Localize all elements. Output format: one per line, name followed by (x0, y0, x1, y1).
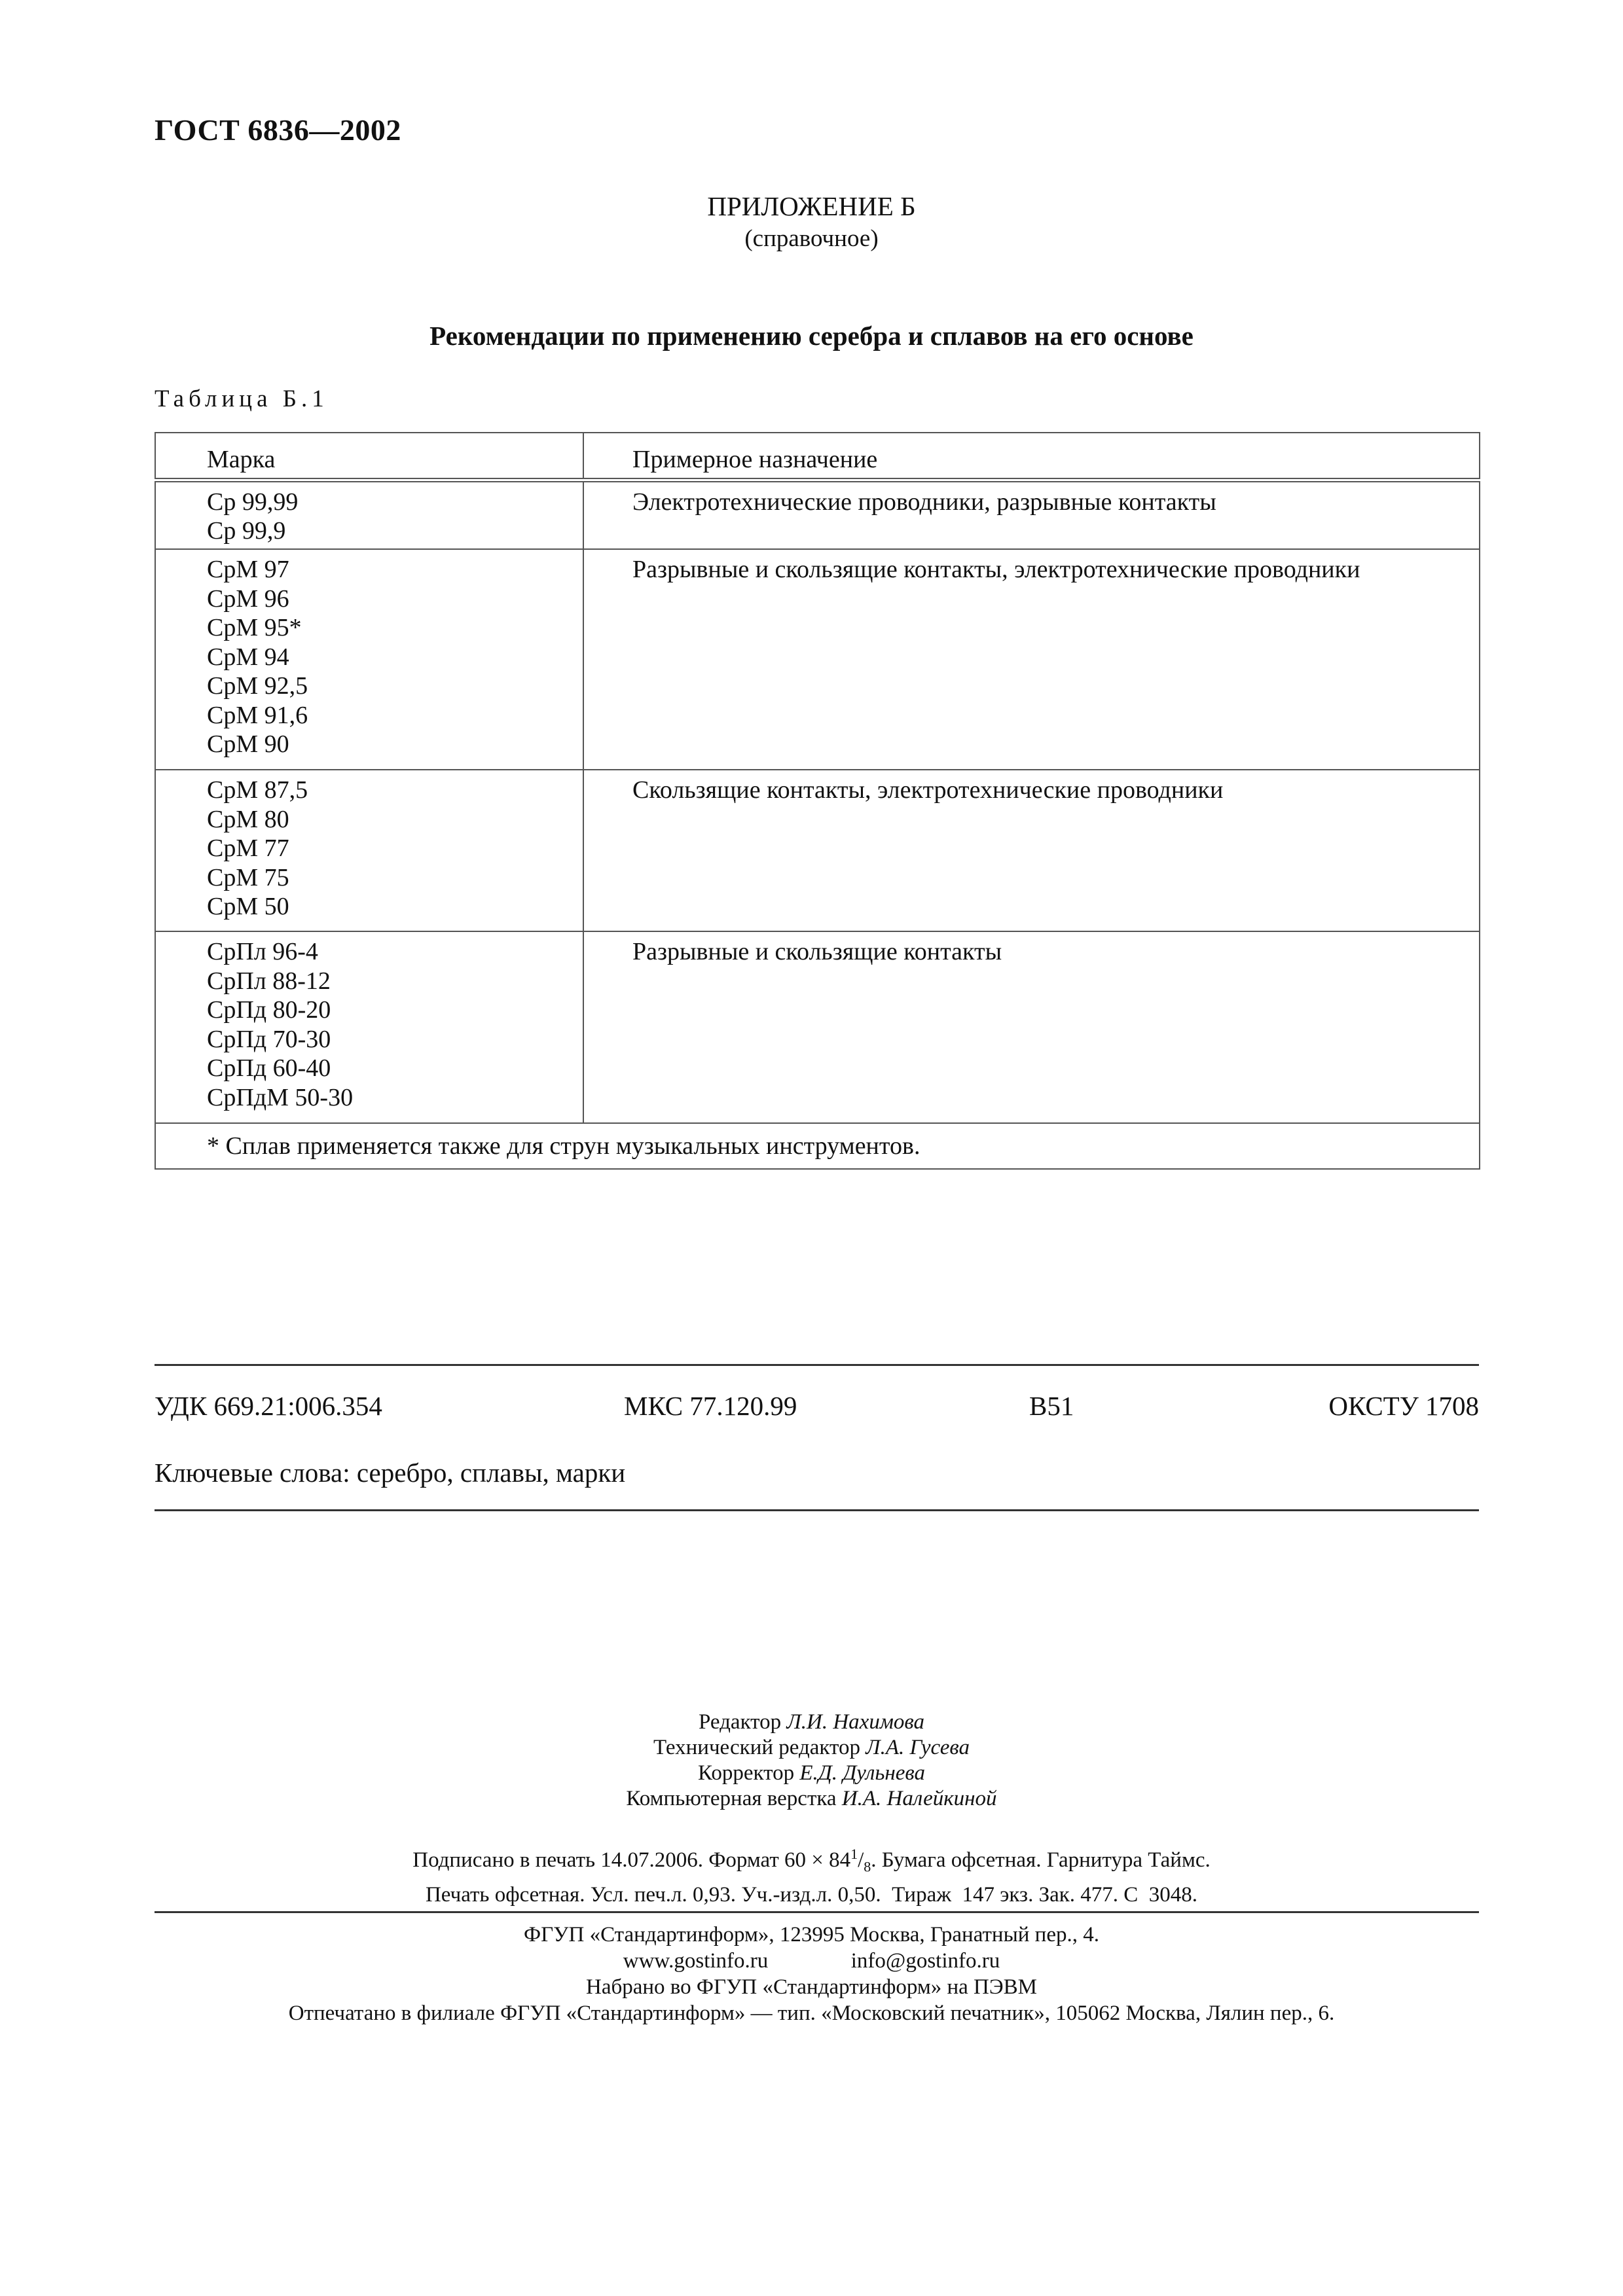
mark: СрПд 80-20 (207, 996, 331, 1024)
credit-line (0, 1786, 1623, 1812)
mark: Ср 99,99 (207, 488, 299, 516)
credit-role: Редактор (699, 1710, 782, 1734)
mark: СрМ 87,5 (207, 776, 308, 804)
document-id: ГОСТ 6836—2002 (155, 113, 401, 147)
mark: Ср 99,9 (207, 517, 286, 545)
mark: СрМ 94 (207, 643, 289, 671)
mark: СрМ 75 (207, 863, 289, 891)
mark: СрМ 77 (207, 834, 289, 862)
mark: СрМ 80 (207, 805, 289, 833)
credit-line (0, 1761, 1623, 1786)
mark: СрПд 70-30 (207, 1025, 331, 1053)
column-header-mark: Марка (155, 433, 583, 480)
mark: СрМ 92,5 (207, 672, 308, 700)
format-subscript: 8 (864, 1858, 871, 1875)
credit-line (0, 1735, 1623, 1761)
mark: СрМ 50 (207, 893, 289, 920)
print-info-text: . Бумага офсетная. Гарнитура Таймс. (871, 1848, 1211, 1872)
purpose-cell: Скользящие контакты, электротехнические проводники (583, 770, 1480, 931)
table-footnote-row (155, 1123, 1480, 1169)
publisher-address: ФГУП «Стандартинформ», 123995 Москва, Гранатный пер., 4. (524, 1923, 1099, 1946)
column-header-purpose: Примерное назначение (583, 433, 1480, 480)
divider (155, 1509, 1479, 1511)
mark-cell (155, 549, 583, 770)
mark: СрМ 97 (207, 556, 289, 583)
table-footnote: * Сплав применяется также для струн музыкальных инструментов. (155, 1123, 1480, 1169)
mark-cell (155, 931, 583, 1123)
credit-name: И.А. Налейкиной (841, 1787, 997, 1810)
format-superscript: 1 (850, 1846, 858, 1862)
keywords: Ключевые слова: серебро, сплавы, марки (155, 1458, 626, 1488)
publisher-email[interactable]: info@gostinfo.ru (850, 1949, 1000, 1973)
appendix-title: ПРИЛОЖЕНИЕ Б (707, 191, 916, 221)
print-info-line (0, 1840, 1623, 1881)
credits-block (0, 1710, 1623, 1812)
mark: СрПд 60-40 (207, 1054, 331, 1082)
typeset-note: Набрано во ФГУП «Стандартинформ» на ПЭВМ (585, 1975, 1038, 1999)
group-code: В51 (1029, 1391, 1074, 1421)
table-row (155, 770, 1480, 931)
table-header-row (155, 433, 1480, 480)
table-caption: Таблица Б.1 (155, 386, 329, 412)
credit-name: Л.И. Нахимова (786, 1710, 924, 1734)
mks-code: МКС 77.120.99 (624, 1391, 797, 1421)
credit-role: Технический редактор (653, 1736, 860, 1759)
mark: СрПдМ 50-30 (207, 1083, 354, 1111)
mark-cell (155, 480, 583, 549)
table-row (155, 549, 1480, 770)
section-title: Рекомендации по применению серебра и сплавов на его основе (429, 321, 1194, 351)
okstu-code: ОКСТУ 1708 (1328, 1391, 1479, 1421)
publisher-contacts (0, 1948, 1623, 1974)
credit-role: Корректор (697, 1761, 795, 1785)
printing-note: Отпечатано в филиале ФГУП «Стандартинформ» — тип. «Московский печатник», 105062 Москва, Лялин пер., 6. (288, 2001, 1335, 2025)
purpose-cell: Разрывные и скользящие контакты, электротехнические проводники (583, 549, 1480, 770)
mark: СрМ 96 (207, 584, 289, 613)
mark: СрМ 95* (207, 614, 302, 641)
print-info-text: Подписано в печать 14.07.2006. Формат 60 × 84 (412, 1848, 851, 1872)
format-slash: / (858, 1848, 864, 1872)
mark: СрПл 88-12 (207, 967, 331, 995)
mark: СрМ 91,6 (207, 701, 308, 729)
mark: СрПл 96-4 (207, 938, 318, 965)
print-info (0, 1840, 1623, 1909)
print-info-line: Печать офсетная. Усл. печ.л. 0,93. Уч.-изд.л. 0,50. Тираж 147 экз. Зак. 477. С 3048. (425, 1882, 1198, 1907)
credit-role: Компьютерная верстка (626, 1787, 837, 1810)
table-row (155, 931, 1480, 1123)
divider (155, 1364, 1479, 1366)
mark-cell (155, 770, 583, 931)
mark: СрМ 90 (207, 730, 289, 758)
appendix-subtitle: (справочное) (744, 225, 879, 252)
credit-line (0, 1710, 1623, 1735)
credit-name: Л.А. Гусева (866, 1736, 970, 1759)
alloy-usage-table (155, 432, 1480, 1170)
table-row (155, 480, 1480, 549)
credit-name: Е.Д. Дульнева (799, 1761, 926, 1785)
purpose-cell: Электротехнические проводники, разрывные контакты (583, 480, 1480, 549)
publisher-website[interactable]: www.gostinfo.ru (623, 1949, 769, 1973)
udk-code: УДК 669.21:006.354 (155, 1391, 382, 1421)
divider (155, 1911, 1479, 1913)
purpose-cell: Разрывные и скользящие контакты (583, 931, 1480, 1123)
publisher-block (0, 1922, 1623, 2026)
